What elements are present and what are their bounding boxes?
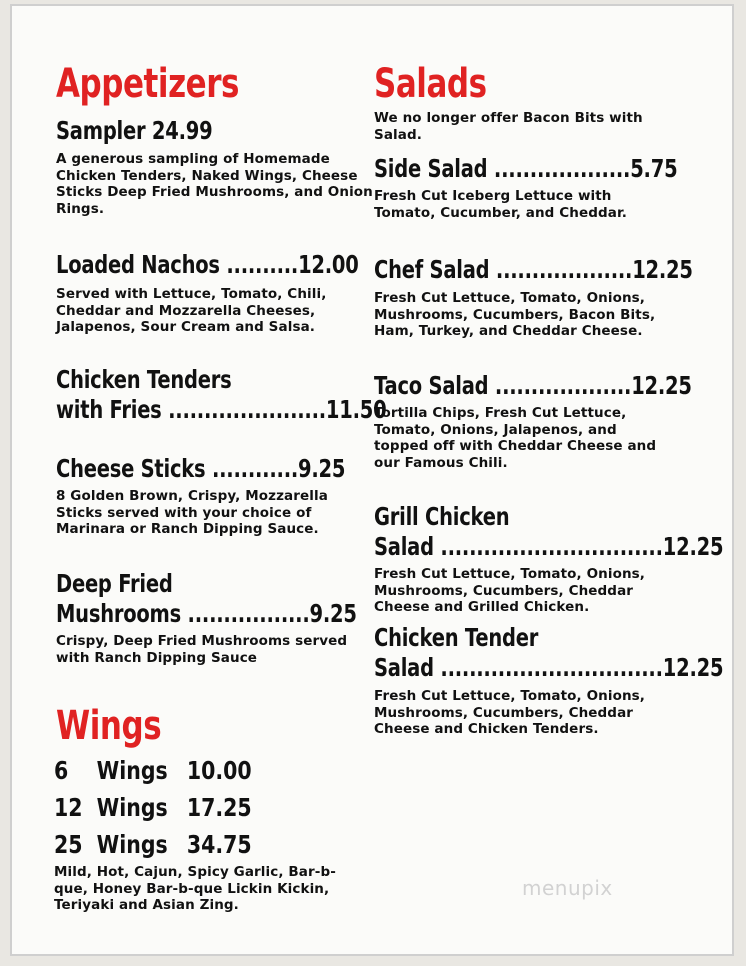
grill-chicken-salad-desc: Fresh Cut Lettuce, Tomato, Onions, Mushrooms, Cucumbers, Cheddar Cheese and Grilled Chicken. [374,566,646,615]
chef-salad-item: Chef Salad ...................12.25 [374,255,693,284]
nachos-item: Loaded Nachos ..........12.00 [56,250,359,279]
wings-label: Wings [96,830,168,859]
cheese-sticks-item: Cheese Sticks ............9.25 [56,454,346,483]
grill-chicken-salad-line2: Salad ...............................12.25 [374,532,724,561]
chicken-tender-salad-line1: Chicken Tender [374,623,539,652]
wings-price: 34.75 [186,830,252,859]
side-salad-item: Side Salad ...................5.75 [374,154,678,183]
wings-row-12 [54,793,252,822]
watermark: menupix [522,876,613,900]
tenders-item-line1: Chicken Tenders [56,365,232,394]
wings-price: 10.00 [186,756,252,785]
chicken-tender-salad-line2: Salad ...............................12.25 [374,653,724,682]
chef-salad-desc: Fresh Cut Lettuce, Tomato, Onions, Mushrooms, Cucumbers, Bacon Bits, Ham, Turkey, and Cheddar Cheese. [374,290,656,339]
mushrooms-desc: Crispy, Deep Fried Mushrooms served with Ranch Dipping Sauce [56,633,348,666]
mushrooms-item-line1: Deep Fried [56,569,173,598]
wings-qty: 25 [54,830,83,859]
wings-row-25 [54,830,252,859]
cheese-sticks-desc: 8 Golden Brown, Crispy, Mozzarella Sticks served with your choice of Marinara or Ranch Dipping Sauce. [56,488,328,537]
wings-price: 17.25 [186,793,252,822]
taco-salad-item: Taco Salad ...................12.25 [374,371,692,400]
sampler-item: Sampler 24.99 [56,116,213,145]
wings-qty: 6 [54,756,69,785]
wings-flavors: Mild, Hot, Cajun, Spicy Garlic, Bar-b-que, Honey Bar-b-que Lickin Kickin, Teriyaki and Asian Zing. [54,864,336,913]
appetizers-heading: Appetizers [56,61,240,107]
taco-salad-desc: Tortilla Chips, Fresh Cut Lettuce, Tomato, Onions, Jalapenos, and topped off with Cheddar Cheese and our Famous Chili. [374,405,657,471]
wings-row-6 [54,756,252,785]
menu-sheet [10,4,734,956]
chicken-tender-salad-desc: Fresh Cut Lettuce, Tomato, Onions, Mushrooms, Cucumbers, Cheddar Cheese and Chicken Tenders. [374,688,646,737]
wings-heading: Wings [56,703,162,749]
salads-note: We no longer offer Bacon Bits with Salad. [374,110,643,143]
nachos-desc: Served with Lettuce, Tomato, Chili, Cheddar and Mozzarella Cheeses, Jalapenos, Sour Cream and Salsa. [56,286,327,335]
grill-chicken-salad-line1: Grill Chicken [374,502,510,531]
sampler-desc: A generous sampling of Homemade Chicken Tenders, Naked Wings, Cheese Sticks Deep Fried Mushrooms, and Onion Rings. [56,151,373,217]
wings-label: Wings [96,756,168,785]
side-salad-desc: Fresh Cut Iceberg Lettuce with Tomato, Cucumber, and Cheddar. [374,188,628,221]
mushrooms-item-line2: Mushrooms .................9.25 [56,599,357,628]
tenders-item-line2: with Fries ......................11.50 [56,395,387,424]
wings-qty: 12 [54,793,83,822]
wings-label: Wings [96,793,168,822]
salads-heading: Salads [374,61,487,107]
